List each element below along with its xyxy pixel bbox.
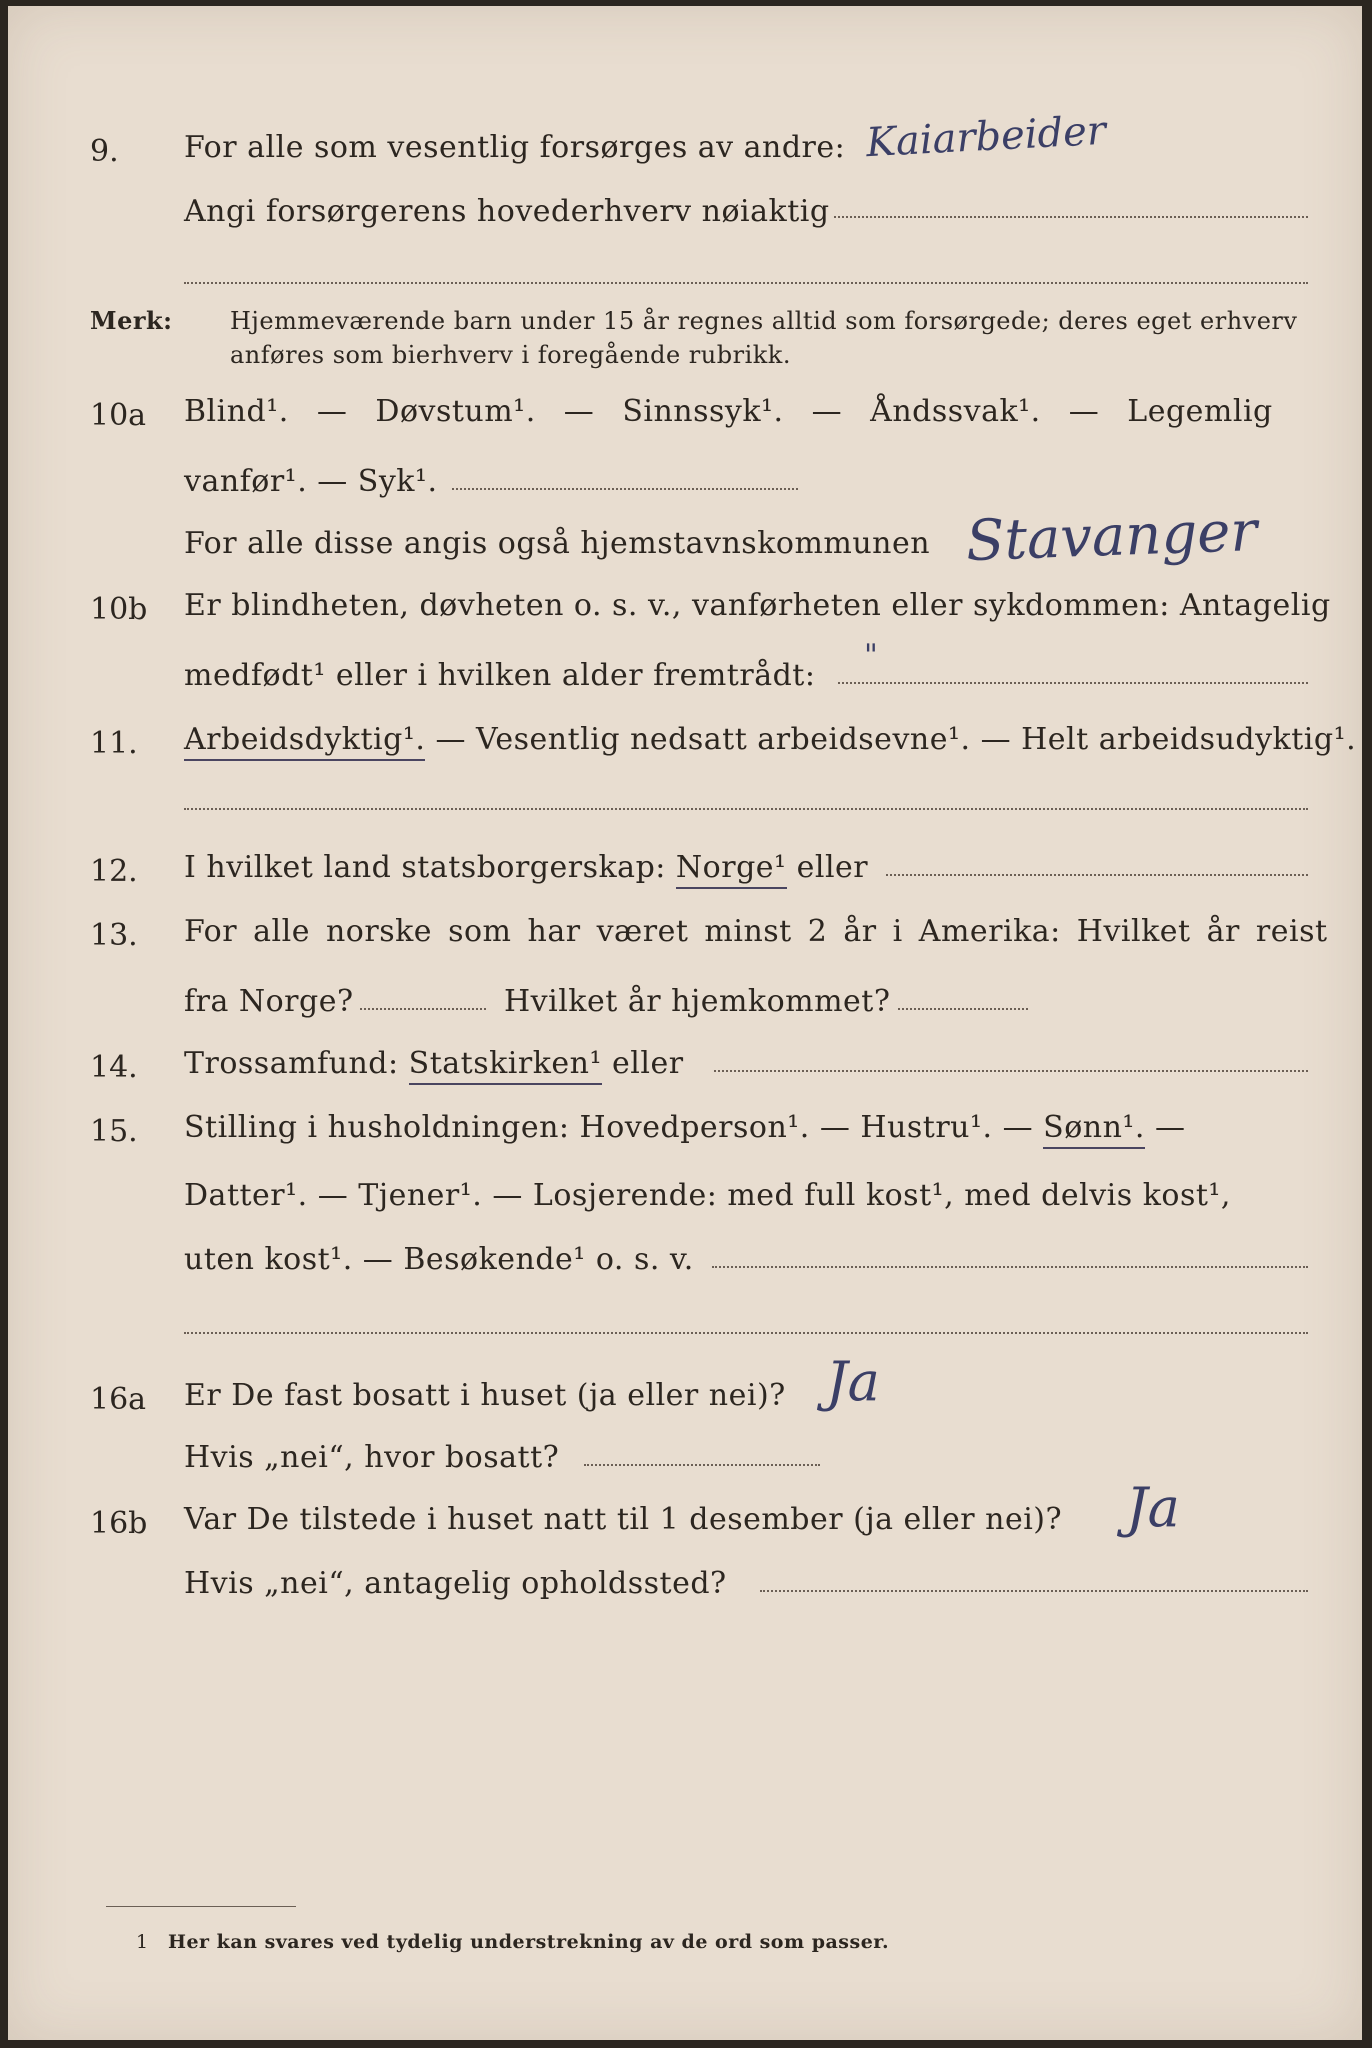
q10b-answer-line — [838, 682, 1308, 684]
q15-line1 — [184, 1110, 1186, 1146]
q13-hjemkommet-line — [898, 1008, 1028, 1010]
footnote-rule — [106, 1906, 296, 1907]
q15-line3: uten kost¹. — Besøkende¹ o. s. v. — [184, 1242, 694, 1277]
q10a-line1: Blind¹. — Døvstum¹. — Sinnssyk¹. — Åndssvak¹. — Legemlig — [184, 394, 1273, 429]
merk-line1: Hjemmeværende barn under 15 år regnes alltid som forsørgede; deres eget erhverv — [230, 307, 1298, 335]
q15-underlined-option: Sønn¹. — [1043, 1110, 1145, 1149]
q10a-answer: Stavanger — [964, 498, 1259, 575]
q14-underlined-option: Statskirken¹ — [409, 1046, 602, 1085]
q15-line2: Datter¹. — Tjener¹. — Losjerende: med full kost¹, med delvis kost¹, — [184, 1178, 1231, 1213]
q11-answer-line — [184, 808, 1308, 810]
q16a-answer-line — [584, 1464, 820, 1466]
q10a-number: 10a — [90, 398, 147, 433]
q12-text — [184, 850, 868, 886]
q10b-line2: medfødt¹ eller i hvilken alder fremtrådt: — [184, 658, 816, 693]
q16a-line2: Hvis „nei“, hvor bosatt? — [184, 1440, 560, 1475]
q10a-syk-line — [452, 488, 798, 490]
q9-line2: Angi forsørgerens hovederhverv nøiaktig — [184, 194, 830, 229]
q11-number: 11. — [90, 726, 138, 761]
q10b-line1: Er blindheten, døvheten o. s. v., vanførheten eller sykdommen: Antagelig — [184, 588, 1331, 623]
merk-line2: anføres som bierhverv i foregående rubrikk. — [230, 341, 791, 369]
q10a-line3: For alle disse angis også hjemstavnskommunen — [184, 526, 931, 561]
q12-underlined-option: Norge¹ — [676, 850, 787, 889]
q16b-line2: Hvis „nei“, antagelig opholdssted? — [184, 1566, 727, 1601]
q11-text — [184, 722, 1356, 758]
q16a-line1: Er De fast bosatt i huset (ja eller nei)? — [184, 1378, 786, 1413]
q13-line2b: Hvilket år hjemkommet? — [504, 984, 891, 1019]
q14-answer-line — [714, 1070, 1308, 1072]
q15-answer-line — [712, 1266, 1308, 1268]
q9-answer-line — [834, 216, 1308, 218]
q14-text — [184, 1046, 684, 1082]
q12-eller: eller — [786, 850, 869, 885]
q14-eller: eller — [601, 1046, 684, 1081]
q13-line1: For alle norske som har været minst 2 år i Amerika: Hvilket år reist — [184, 914, 1328, 949]
census-form-page — [8, 6, 1362, 2040]
q16a-answer: Ja — [826, 1350, 880, 1413]
q16a-number: 16a — [90, 1382, 147, 1417]
q13-line2a: fra Norge? — [184, 984, 354, 1019]
q11-rest: — Vesentlig nedsatt arbeidsevne¹. — Helt arbeidsudyktig¹. — [425, 722, 1357, 757]
q13-number: 13. — [90, 918, 138, 953]
q15-number: 15. — [90, 1114, 138, 1149]
q9-answer: Kaiarbeider — [864, 107, 1108, 167]
q10b-number: 10b — [90, 592, 148, 627]
q14-number: 14. — [90, 1050, 138, 1085]
q11-underlined-option: Arbeidsdyktig¹. — [184, 722, 425, 761]
q9-extra-line — [184, 282, 1308, 284]
footnote-text: Her kan svares ved tydelig understrekning av de ord som passer. — [168, 1931, 890, 1953]
merk-label: Merk: — [90, 306, 173, 335]
q9-number: 9. — [90, 134, 119, 169]
q14-question: Trossamfund: — [184, 1046, 409, 1081]
q16b-line1: Var De tilstede i huset natt til 1 desember (ja eller nei)? — [184, 1502, 1063, 1537]
q12-question: I hvilket land statsborgerskap: — [184, 850, 676, 885]
footnote-mark: 1 — [136, 1931, 149, 1953]
q15-line1-start: Stilling i husholdningen: Hovedperson¹. — Hustru¹. — — [184, 1110, 1044, 1145]
q16b-answer: Ja — [1126, 1476, 1180, 1539]
q15-line1-end: — — [1144, 1110, 1186, 1145]
q9-line1: For alle som vesentlig forsørges av andre: — [184, 130, 846, 165]
q12-answer-line — [886, 874, 1308, 876]
q15-extra-line — [184, 1332, 1308, 1334]
q13-reist-line — [360, 1008, 486, 1010]
q10a-line2: vanfør¹. — Syk¹. — [184, 464, 438, 499]
q16b-answer-line — [760, 1590, 1308, 1592]
q10b-answer: " — [864, 638, 878, 673]
q16b-number: 16b — [90, 1506, 148, 1541]
q12-number: 12. — [90, 854, 138, 889]
